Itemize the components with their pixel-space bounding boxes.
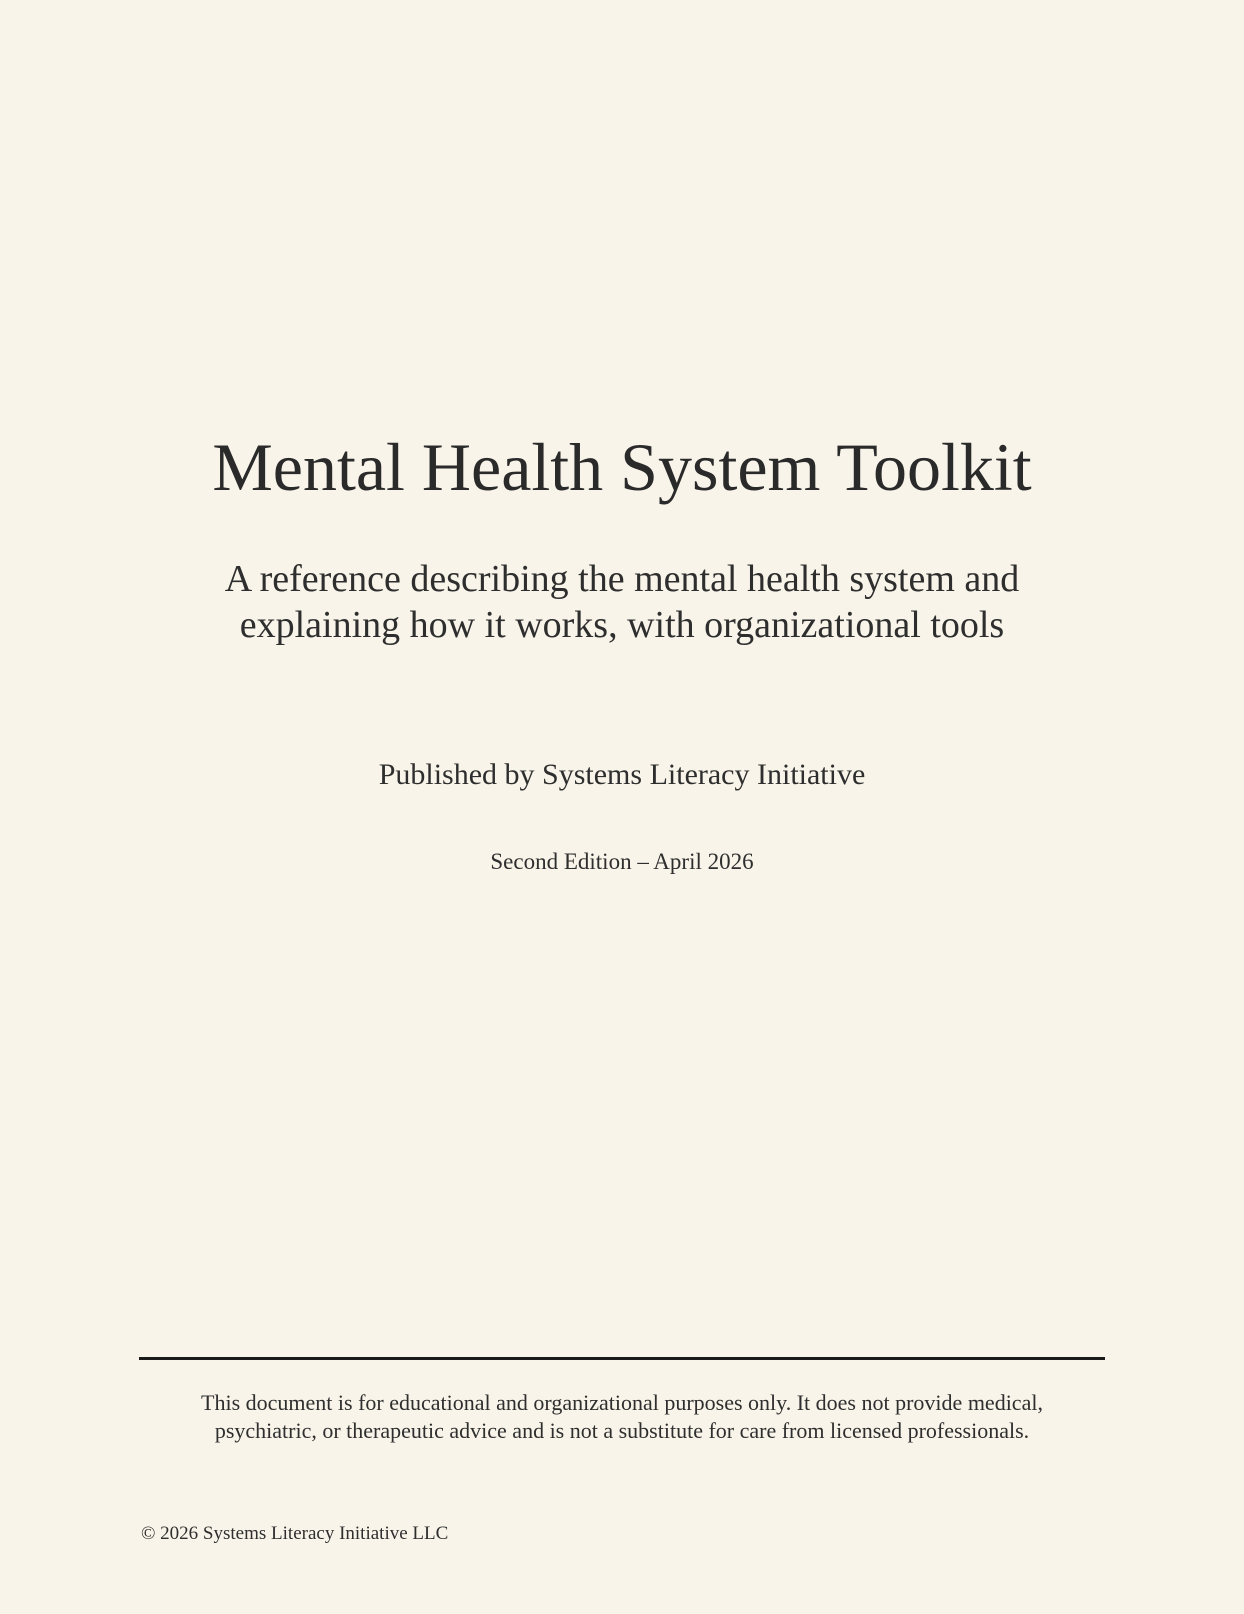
- disclaimer-line-1: This document is for educational and organizational purposes only. It does not provide medical,: [201, 1390, 1043, 1415]
- subtitle-line-2: explaining how it works, with organizational tools: [239, 604, 1005, 646]
- disclaimer: [140, 1389, 1104, 1445]
- publisher-line: Published by Systems Literacy Initiative: [378, 758, 866, 791]
- divider-rule: [139, 1357, 1105, 1360]
- edition-line: Second Edition – April 2026: [490, 849, 754, 874]
- subtitle: [150, 556, 1094, 648]
- page-title: Mental Health System Toolkit: [212, 429, 1032, 505]
- disclaimer-line-2: psychiatric, or therapeutic advice and is not a substitute for care from licensed professionals.: [214, 1418, 1030, 1443]
- subtitle-line-1: A reference describing the mental health system and: [224, 558, 1020, 600]
- copyright-notice: © 2026 Systems Literacy Initiative LLC: [141, 1523, 449, 1544]
